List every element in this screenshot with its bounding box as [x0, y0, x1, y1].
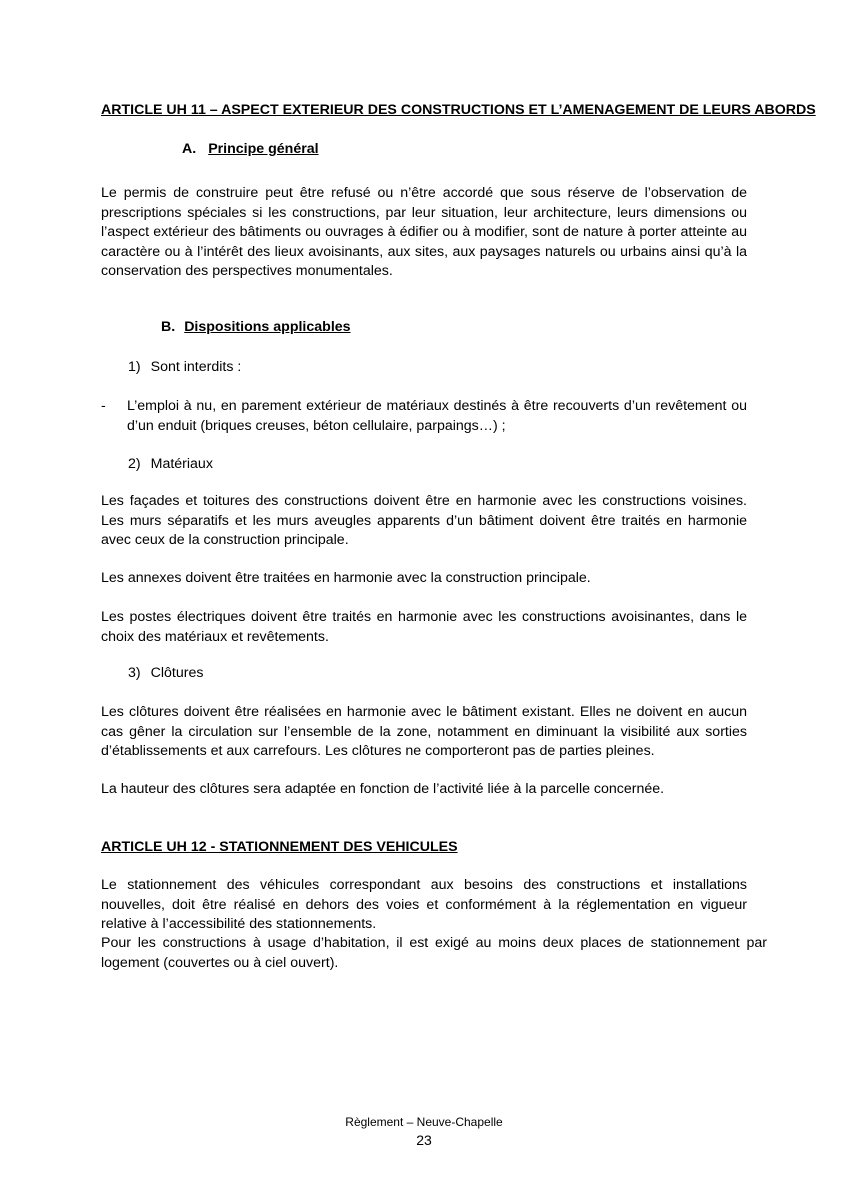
section-b-heading [161, 318, 356, 338]
paragraph-stationnement-2: Pour les constructions à usage d’habitation, il est exigé au moins deux places de stationnement par logement (couvertes ou à ciel ouvert). [101, 935, 767, 971]
footer-title: Règlement – Neuve-Chapelle [345, 1115, 503, 1129]
paragraph-materiaux-1: Les façades et toitures des constructions doivent être en harmonie avec les constructions voisines. Les murs séparatifs et les murs aveugles apparents d’un bâtiment doivent être traités en harmonie avec ceux de la construction principale. [101, 493, 747, 548]
item-2 [128, 455, 213, 475]
item-3 [128, 664, 203, 684]
paragraph-clotures-1: Les clôtures doivent être réalisées en harmonie avec le bâtiment existant. Elles ne doivent en aucun cas gêner la circulation sur l’ensemble de la zone, notamment en diminuant la visibilité aux sorties d’établissements et aux carrefours. Les clôtures ne comporteront pas de parties pleines. [101, 704, 747, 759]
section-a-label: A. [182, 141, 197, 157]
article-12-heading: ARTICLE UH 12 - STATIONNEMENT DES VEHICULES [101, 839, 458, 855]
section-b-label: B. [161, 319, 176, 335]
item-1 [128, 358, 241, 378]
paragraph-principe-general: Le permis de construire peut être refusé ou n’être accordé que sous réserve de l’observation de prescriptions spéciales si les constructions, par leur situation, leur architecture, leurs dimensions ou l’aspect extérieur des bâtiments ou ouvrages à édifier ou à modifier, sont de nature à porter atteinte au caractère ou à l’intérêt des lieux avoisinants, aux sites, aux paysages naturels ou urbains ainsi qu’à la conservation des perspectives monumentales. [101, 185, 747, 279]
bullet-emploi-a-nu: L’emploi à nu, en parement extérieur de matériaux destinés à être recouverts d’un revêtement ou d’un enduit (briques creuses, béton cellulaire, parpaings…) ; [127, 398, 747, 434]
section-b-title: Dispositions applicables [184, 319, 351, 335]
item-2-number: 2) [128, 456, 141, 472]
paragraph-clotures-2: La hauteur des clôtures sera adaptée en fonction de l’activité liée à la parcelle concernée. [101, 781, 665, 797]
item-1-title: Sont interdits : [150, 359, 242, 375]
section-a-title: Principe général [208, 141, 319, 157]
item-2-title: Matériaux [150, 456, 213, 472]
item-3-number: 3) [128, 665, 141, 681]
paragraph-materiaux-3: Les postes électriques doivent être traités en harmonie avec les constructions avoisinantes, dans le choix des matériaux et revêtements. [101, 609, 747, 645]
article-11-heading: ARTICLE UH 11 – ASPECT EXTERIEUR DES CONSTRUCTIONS ET L’AMENAGEMENT DE LEURS ABORDS [101, 102, 816, 118]
bullet-dash: - [101, 398, 106, 414]
item-3-title: Clôtures [150, 665, 204, 681]
paragraph-materiaux-2: Les annexes doivent être traitées en harmonie avec la construction principale. [101, 570, 591, 586]
section-a-heading [182, 140, 319, 160]
item-1-number: 1) [128, 359, 141, 375]
paragraph-stationnement-1: Le stationnement des véhicules correspondant aux besoins des constructions et installations nouvelles, doit être réalisé en dehors des voies et conformément à la réglementation en vigueur relative à l’accessibilité des stationnements. [101, 877, 747, 932]
page-number: 23 [416, 1132, 432, 1148]
